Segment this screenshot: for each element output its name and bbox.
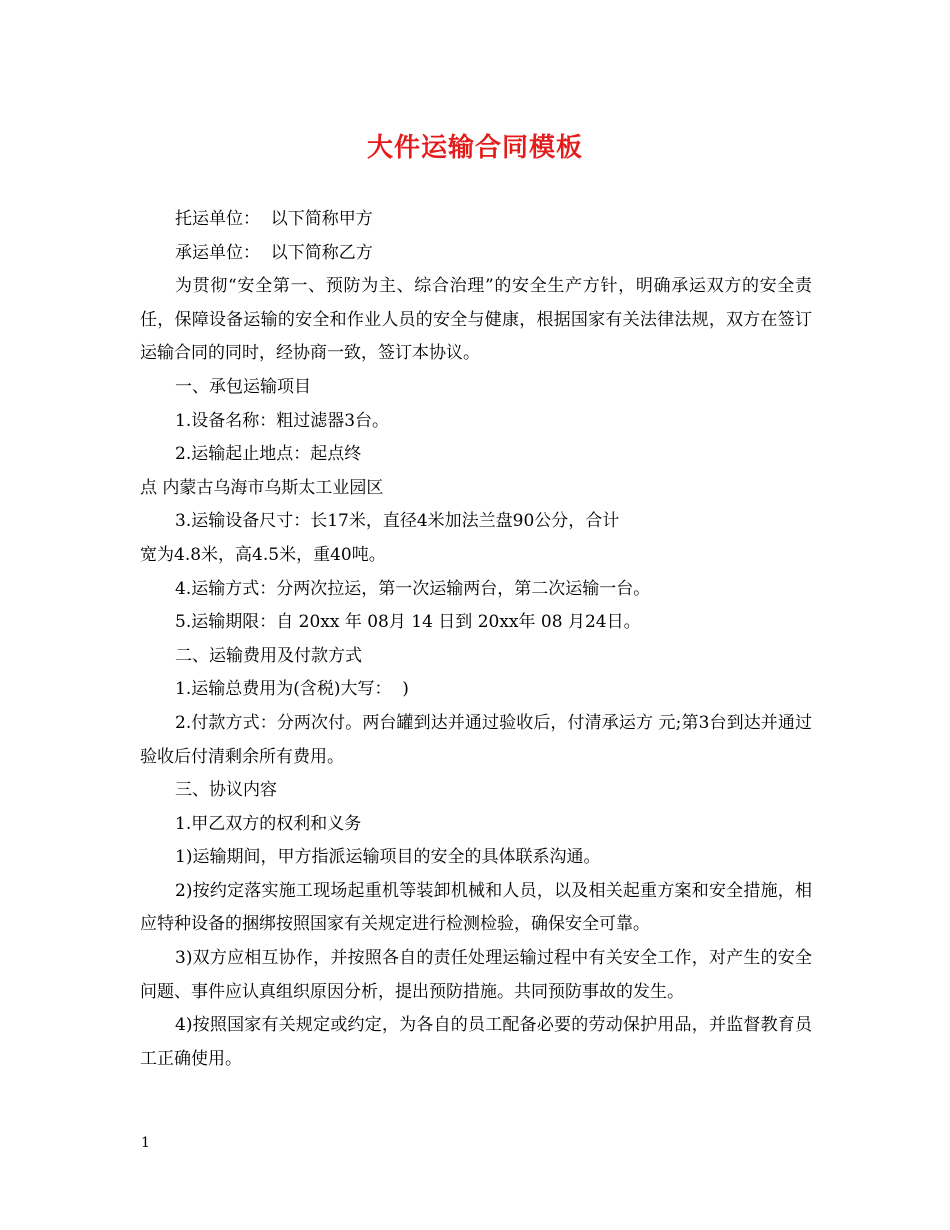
paragraph: 5.运输期限：自 20xx 年 08月 14 日到 20xx年 08 月24日。 [175,612,641,633]
paragraph: 托运单位： 以下简称甲方 [175,209,373,229]
paragraph: 宽为4.8米，高4.5米，重40吨。 [140,544,386,565]
paragraph: 4)按照国家有关规定或约定，为各自的员工配备必要的劳动保护用品，并监督教育员工正确使用。 [140,1015,812,1069]
document-title: 大件运输合同模板 [366,133,583,163]
paragraph: 3)双方应相互协作，并按照各自的责任处理运输过程中有关安全工作，对产生的安全问题、事件应认真组织原因分析，提出预防措施。共同预防事故的发生。 [140,948,812,1002]
paragraph: 1.甲乙双方的权利和义务 [175,813,362,834]
paragraph: 1.设备名称：粗过滤器3台。 [175,410,390,431]
document-body [140,203,812,1076]
paragraph: 点 内蒙古乌海市乌斯太工业园区 [140,477,384,498]
section-heading: 一、承包运输项目 [175,376,311,397]
page-number: 1 [141,1135,150,1151]
paragraph: 2.付款方式：分两次付。两台罐到达并通过验收后，付清承运方 元;第3台到达并通过验收后付清剩余所有费用。 [140,712,812,767]
paragraph: 1.运输总费用为(含税)大写： ) [175,679,409,700]
section-heading: 三、协议内容 [175,780,277,801]
paragraph: 3.运输设备尺寸：长17米，直径4米加法兰盘90公分，合计 [175,511,620,532]
paragraph: 2)按约定落实施工现场起重机等装卸机械和人员，以及相关起重方案和安全措施，相应特种设备的捆绑按照国家有关规定进行检测检验，确保安全可靠。 [140,880,812,935]
paragraph: 2.运输起止地点：起点终 [175,444,362,465]
paragraph: 1)运输期间，甲方指派运输项目的安全的具体联系沟通。 [175,847,601,868]
paragraph: 为贯彻“安全第一、预防为主、综合治理”的安全生产方针，明确承运双方的安全责任，保障设备运输的安全和作业人员的安全与健康，根据国家有关法律法规，双方在签订运输合同的同时，经协商一致，签订本协议。 [140,276,812,364]
paragraph: 4.运输方式：分两次拉运，第一次运输两台，第二次运输一台。 [175,578,651,599]
section-heading: 二、运输费用及付款方式 [175,645,362,666]
paragraph: 承运单位： 以下简称乙方 [175,242,373,263]
